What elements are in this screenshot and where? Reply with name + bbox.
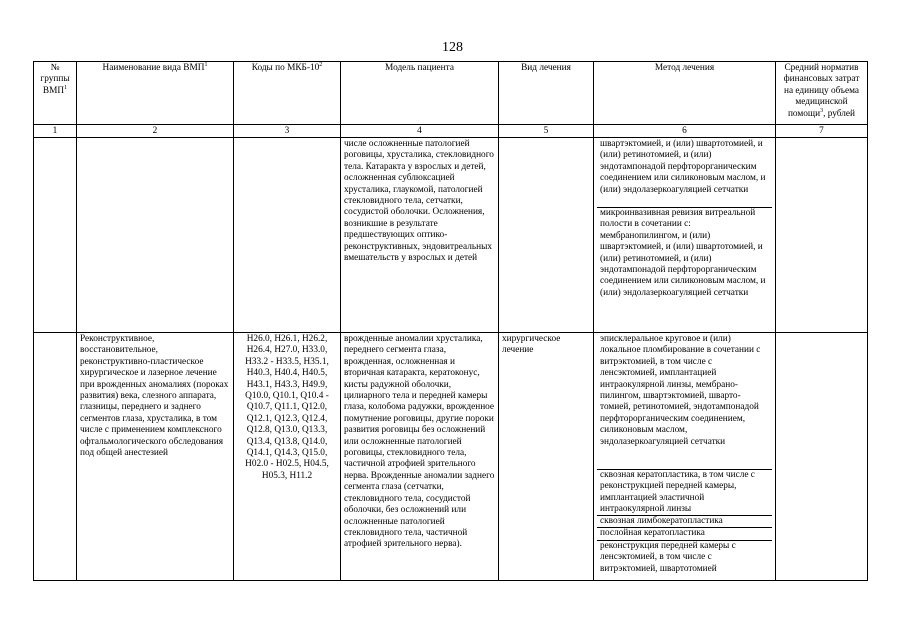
header-method: Метод лечения — [594, 62, 776, 125]
cell-methods — [594, 138, 776, 333]
header-codes: Коды по МКБ-$10^2$ — [234, 62, 341, 125]
cell-name: Реконструктивное, восстановительное, реконструктивно-пластическое хирургическое и лазерное лечение при врожденных аномалиях (пороках развития) века, слезного аппарата, глазницы, переднего и заднего сегментов глаза, хрусталика, в том числе с применением комплексного офтальмологического обследования под общей анестезией — [77, 333, 234, 581]
header-row — [34, 62, 868, 125]
cell-model: числе осложненные патологией роговицы, хрусталика, стекловидного тела. Катаракта у взрослых и детей, осложненная сублюксацией хрусталика, глаукомой, патологией стекловидного тела, сетчатки, сосудистой оболочки. Осложнения, возникшие в результате предшествующих оптико-реконструктивных, эндовитреальных вмешательств у взрослых и детей — [341, 138, 499, 333]
column-number: 5 — [499, 125, 594, 138]
method-item: швартэктомией, и (или) швартотомией, и (или) ретинотомией, и (или) эндотампонадой перфторорганическим соединением или силиконовым маслом, и (или) эндолазеркоагуляцией сетчатки — [597, 139, 772, 208]
column-number: 3 — [234, 125, 341, 138]
table-row — [34, 333, 868, 581]
vmp-table — [33, 61, 868, 581]
cell-codes: H26.0, H26.1, H26.2, H26.4, H27.0, H33.0, H33.2 - H33.5, H35.1, H40.3, H40.4, H40.5, H43.1, H43.3, H49.9, Q10.0, Q10.1, Q10.4 - Q10.7, Q11.1, Q12.0, Q12.1, Q12.3, Q12.4, Q12.8, Q13.0, Q13.3, Q13.4, Q13.8, Q14.0, Q14.1, Q14.3, Q15.0, H02.0 - H02.5, H04.5, H05.3, H11.2 — [234, 333, 341, 581]
column-number: 6 — [594, 125, 776, 138]
cell-group — [34, 333, 77, 581]
column-number-row — [34, 125, 868, 138]
cell-model: врожденные аномалии хрусталика, переднего сегмента глаза, врожденная, осложненная и вторичная катаракта, кератоконус, кисты радужной оболочки, цилиарного тела и передней камеры глаза, колобома радужки, врожденное помутнение роговицы, другие пороки развития роговицы без осложнений или осложненные патологией роговицы, стекловидного тела, частичной атрофией зрительного нерва. Врожденные аномалии заднего сегмента глаза (сетчатки, стекловидного тела, сосудистой оболочки, без осложнений или осложненные патологией стекловидного тела, частичной атрофией зрительного нерва). — [341, 333, 499, 581]
cell-type: хирургическое лечение — [499, 333, 594, 581]
column-number: 1 — [34, 125, 77, 138]
method-item: эписклеральное круговое и (или) локальное пломбирование в сочетании с витрэктомией, в том числе с ленсэктомией, имплантацией интраокулярной линзы, мембрано-пилингом, швартэктомией, шварто-томией, ретинотомией, эндотампонадой перфторорганическим соединением, силиконовым маслом, эндолазеркоагуляцией сетчатки — [597, 334, 772, 470]
cell-name — [77, 138, 234, 333]
column-number: 7 — [776, 125, 868, 138]
cell-codes — [234, 138, 341, 333]
cell-cost — [776, 333, 868, 581]
method-item: сквозная кератопластика, в том числе с реконструкцией передней камеры, имплантацией эластичной интраокулярной линзы — [597, 470, 772, 516]
header-model: Модель пациента — [341, 62, 499, 125]
cell-cost — [776, 138, 868, 333]
cell-group — [34, 138, 77, 333]
cell-type — [499, 138, 594, 333]
header-cost: Средний норматив финансовых затрат на единицу объема медицинской помощи$^3$, рублей — [776, 62, 868, 125]
method-item: микроинвазивная ревизия витреальной полости в сочетании с: мембранопилингом, и (или) швартэктомией, и (или) швартотомией, и (или) ретинотомией, и (или) эндотампонадой перфторорганическим соединением или силиконовым маслом, и (или) эндолазеркоагуляцией сетчатки — [600, 208, 766, 298]
column-number: 4 — [341, 125, 499, 138]
header-group: № группы ВМП$^1$ — [34, 62, 77, 125]
header-type: Вид лечения — [499, 62, 594, 125]
table-row — [34, 138, 868, 333]
method-item: сквозная лимбокератопластика — [597, 516, 772, 528]
method-item: реконструкция передней камеры с ленсэктомией, в том числе с витрэктомией, швартотомией — [600, 540, 736, 574]
cell-methods — [594, 333, 776, 581]
header-name: Наименование вида ВМП$^1$ — [77, 62, 234, 125]
method-item: послойная кератопластика — [597, 528, 772, 540]
page-number: 128 — [442, 40, 463, 55]
column-number: 2 — [77, 125, 234, 138]
